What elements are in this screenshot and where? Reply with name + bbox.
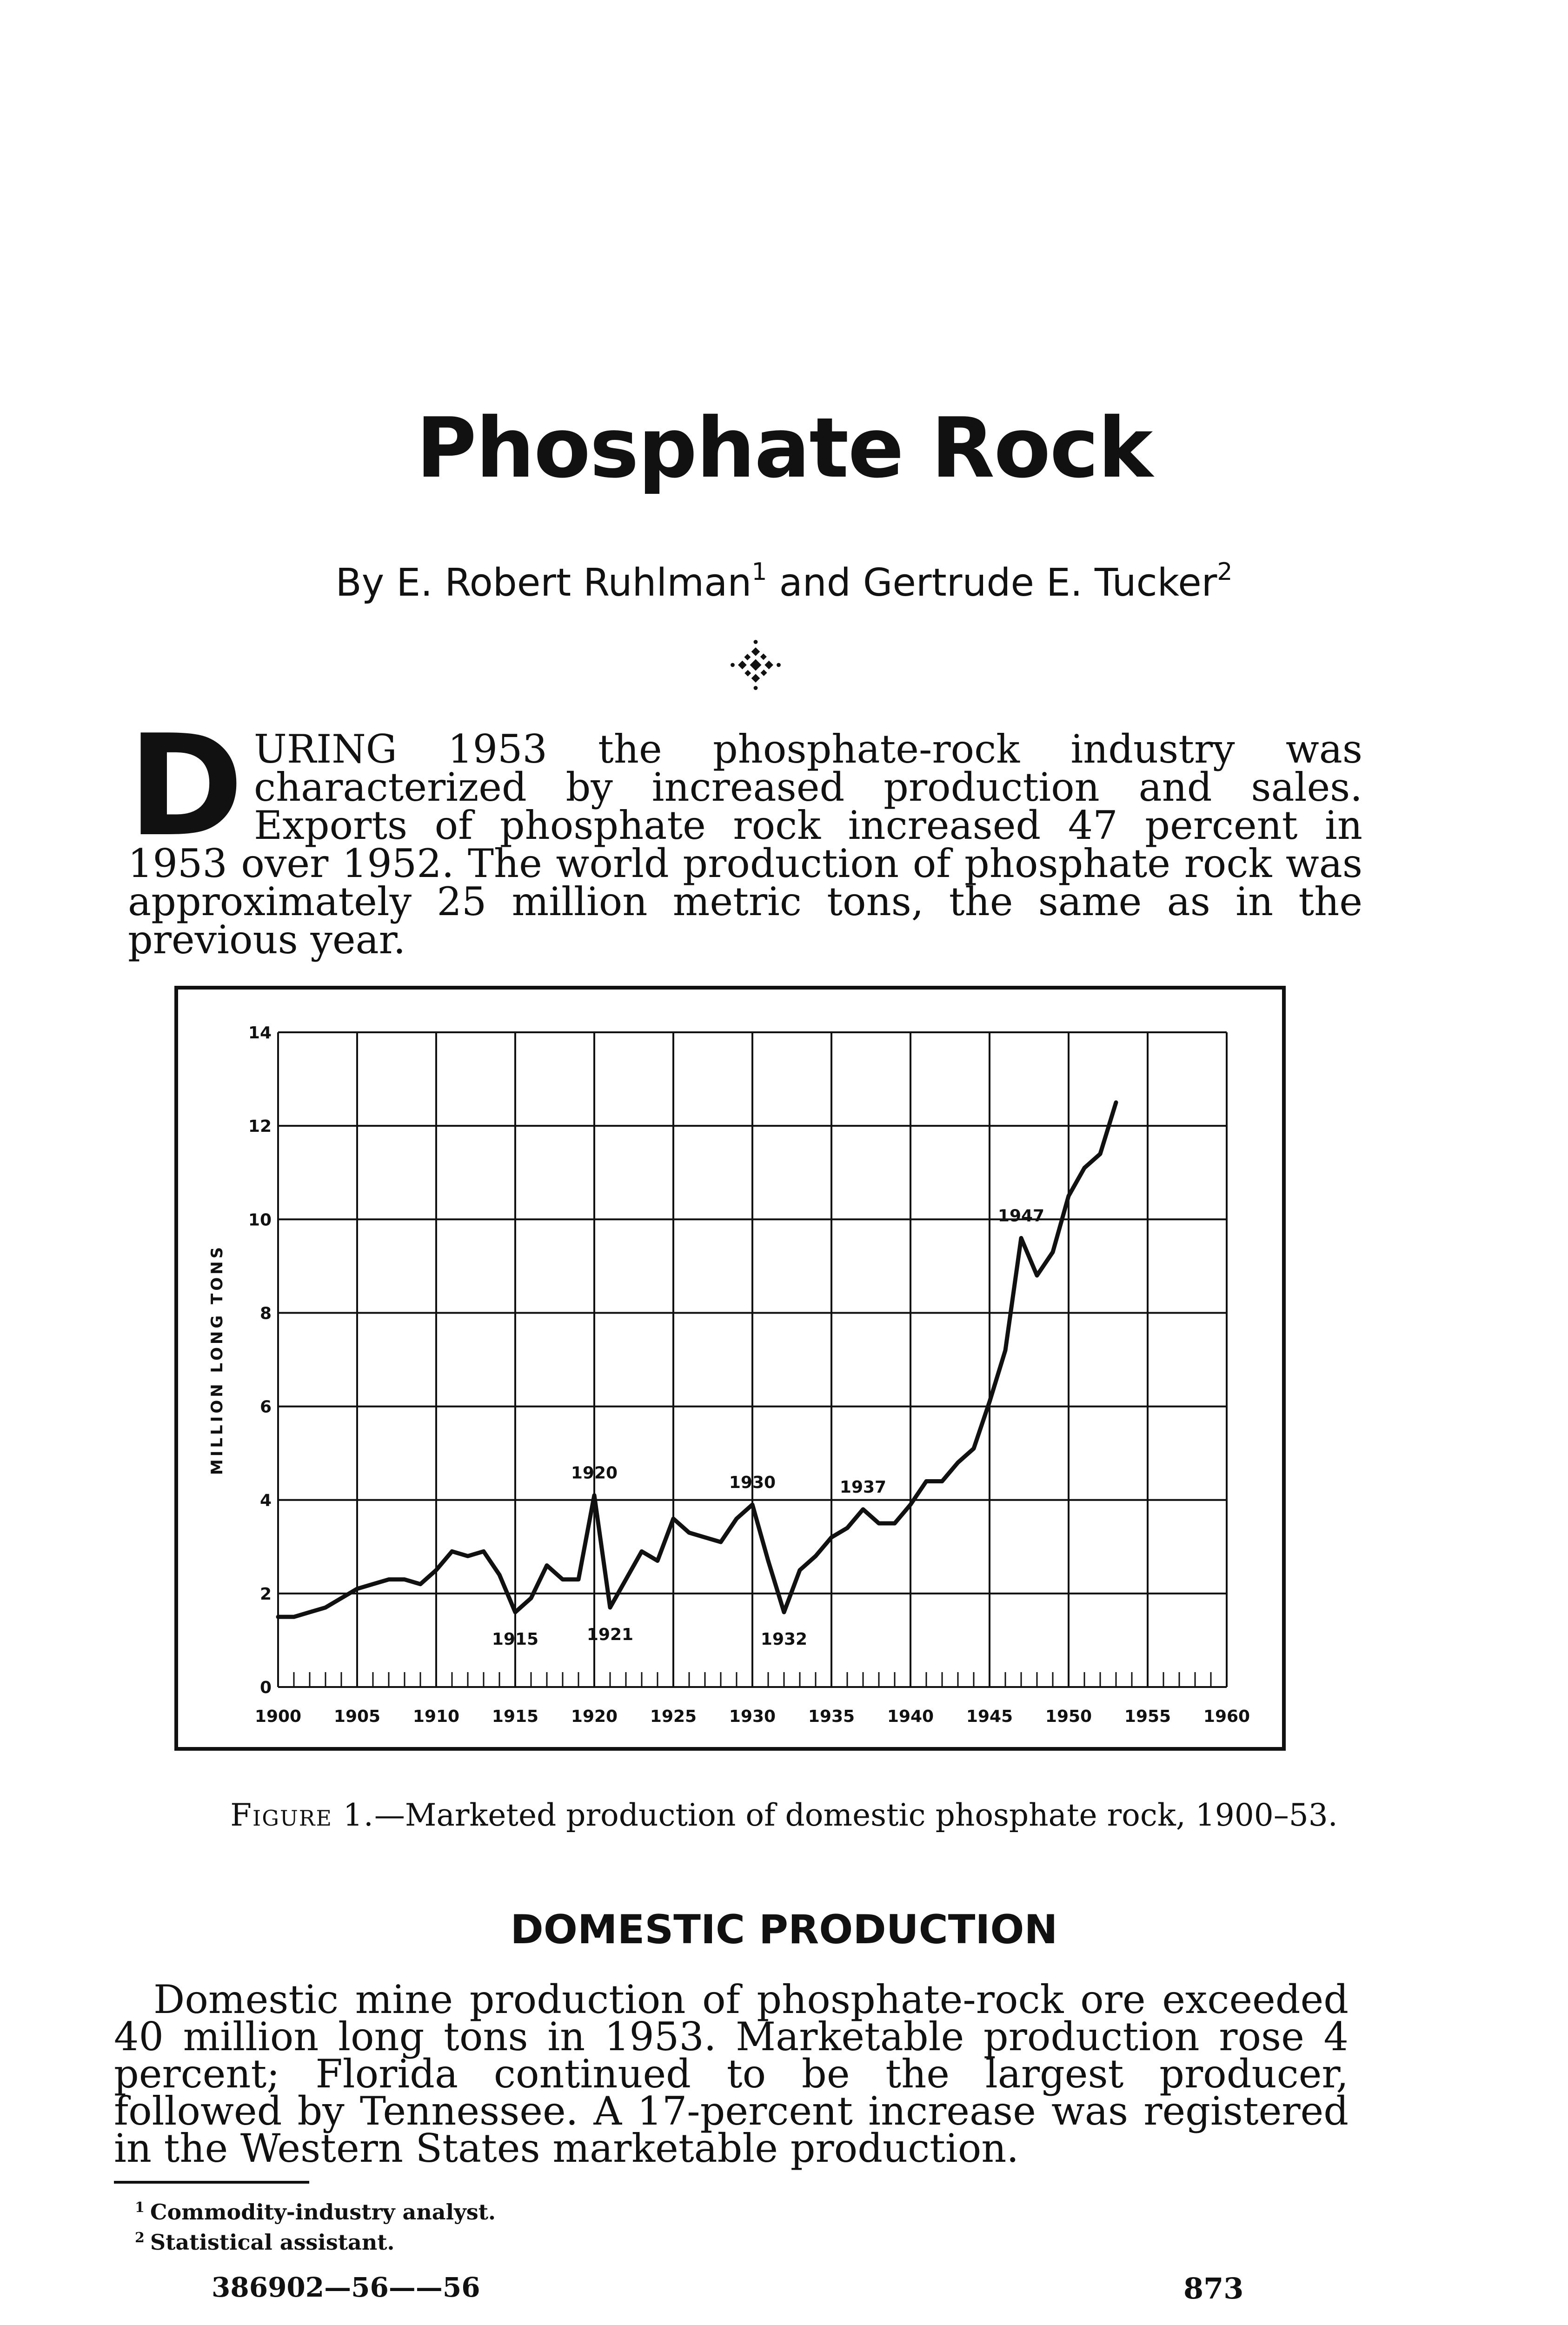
x-tick-label: 1955 (1124, 1707, 1171, 1726)
byline (0, 558, 1568, 605)
data-point (356, 1588, 358, 1590)
data-point (388, 1579, 390, 1581)
data-point (1020, 1237, 1022, 1239)
data-point (910, 1504, 911, 1506)
data-point (641, 1550, 643, 1552)
y-tick-label: 14 (248, 1023, 272, 1043)
data-point (419, 1583, 421, 1585)
data-point (657, 1560, 658, 1561)
annotation-label-1930: 1930 (729, 1473, 776, 1492)
data-point (989, 1401, 990, 1403)
data-point (467, 1555, 469, 1557)
data-point (831, 1536, 832, 1538)
annotation-label-1932: 1932 (760, 1630, 808, 1649)
data-point (546, 1565, 548, 1567)
data-point (578, 1579, 579, 1581)
data-point (435, 1569, 437, 1571)
footnotes (135, 2195, 496, 2255)
data-point (1115, 1102, 1117, 1103)
print-code: 386902—56——56 (212, 2272, 480, 2303)
figure-frame (174, 986, 1286, 1751)
y-tick-label: 2 (259, 1584, 272, 1604)
ornament-icon (730, 639, 781, 691)
y-tick-label: 0 (259, 1678, 272, 1697)
y-tick-label: 8 (259, 1304, 272, 1323)
x-tick-label: 1960 (1203, 1707, 1250, 1726)
data-point (783, 1611, 785, 1613)
domestic-paragraph: Domestic mine production of phosphate-rock ore exceeded 40 million long tons in 1953. Marketable production rose 4 percent; Florida continued to be the largest producer, followed by Tennessee. A 17-percent increase was registered in the Western States marketable production. (114, 1977, 1349, 2171)
data-point (1036, 1275, 1038, 1276)
section-heading-domestic: DOMESTIC PRODUCTION (510, 1906, 1058, 1953)
figure-caption (0, 1797, 1568, 1833)
x-tick-label: 1910 (412, 1707, 460, 1726)
data-point (862, 1508, 864, 1510)
data-point (340, 1597, 342, 1599)
figure-caption-label: Figure 1. (230, 1797, 374, 1833)
data-point (672, 1518, 674, 1520)
byline-conjunction: and (779, 561, 851, 605)
y-tick-label: 12 (248, 1117, 272, 1136)
data-point (815, 1555, 817, 1557)
data-point (720, 1541, 722, 1543)
data-point (736, 1518, 737, 1520)
data-point (562, 1579, 564, 1581)
data-point (451, 1550, 453, 1552)
data-point (925, 1480, 927, 1482)
x-tick-label: 1930 (729, 1707, 776, 1726)
annotation-label-1920: 1920 (571, 1463, 618, 1483)
drop-cap: D (128, 705, 244, 867)
footnote-text: Commodity-industry analyst. (150, 2199, 496, 2225)
x-tick-label: 1940 (887, 1707, 934, 1726)
data-point (1099, 1153, 1101, 1155)
data-point (1068, 1195, 1070, 1197)
data-point (878, 1522, 880, 1524)
page-number: 873 (1183, 2272, 1244, 2305)
data-point (483, 1550, 485, 1552)
data-point (625, 1579, 627, 1581)
footnote-rule (114, 2181, 309, 2184)
x-tick-label: 1905 (333, 1707, 381, 1726)
x-tick-label: 1920 (571, 1707, 618, 1726)
data-point (767, 1560, 769, 1561)
data-point (799, 1569, 801, 1571)
annotation-label-1921: 1921 (586, 1625, 634, 1645)
x-tick-label: 1900 (254, 1707, 302, 1726)
data-point (609, 1607, 611, 1608)
data-point (846, 1527, 848, 1529)
data-point (277, 1616, 279, 1618)
x-tick-label: 1945 (966, 1707, 1013, 1726)
footnote-2 (135, 2225, 496, 2255)
footnote-text: Statistical assistant. (150, 2230, 395, 2255)
y-axis-label: MILLION LONG TONS (208, 1244, 226, 1475)
author-2: Gertrude E. Tucker (863, 561, 1217, 605)
data-point (530, 1597, 532, 1599)
data-point (514, 1611, 516, 1613)
x-tick-label: 1935 (808, 1707, 855, 1726)
y-tick-label: 4 (259, 1491, 272, 1510)
data-point (894, 1522, 896, 1524)
author-2-footnote-mark: 2 (1217, 558, 1233, 586)
footnote-1 (135, 2195, 496, 2225)
data-point (1083, 1167, 1085, 1169)
byline-prefix: By (335, 561, 385, 605)
article-title: Phosphate Rock (416, 400, 1152, 496)
x-tick-label: 1915 (492, 1707, 539, 1726)
figure-caption-text: —Marketed production of domestic phosphate rock, 1900–53. (374, 1797, 1338, 1833)
data-point (309, 1611, 311, 1613)
data-point (293, 1616, 295, 1618)
data-point (325, 1607, 326, 1608)
data-point (404, 1579, 405, 1581)
data-point (372, 1583, 374, 1585)
data-point (688, 1532, 690, 1534)
annotation-label-1947: 1947 (997, 1206, 1045, 1226)
data-point (973, 1448, 975, 1449)
data-point (498, 1574, 500, 1576)
y-tick-label: 6 (259, 1397, 272, 1417)
author-1: E. Robert Ruhlman (396, 561, 752, 605)
production-line-chart (178, 990, 1282, 1747)
data-point (957, 1461, 959, 1463)
intro-paragraph (128, 705, 1362, 963)
intro-text: URING 1953 the phosphate-rock industry was characterized by increased production and sales. Exports of phosphate rock increased 47 percent in 1953 over 1952. The world production of phosphate rock was approximately 25 million metric tons, the same as in the previous year. (128, 726, 1362, 963)
footnote-mark: 2 (135, 2230, 145, 2246)
y-tick-label: 10 (248, 1210, 272, 1230)
annotation-label-1937: 1937 (839, 1477, 887, 1497)
data-point (593, 1495, 595, 1496)
data-point (704, 1536, 706, 1538)
annotation-label-1915: 1915 (492, 1630, 539, 1649)
data-point (1052, 1251, 1054, 1253)
x-tick-label: 1950 (1045, 1707, 1092, 1726)
x-tick-label: 1925 (650, 1707, 697, 1726)
data-point (941, 1480, 943, 1482)
data-point (1004, 1349, 1006, 1351)
author-1-footnote-mark: 1 (751, 558, 767, 586)
footnote-mark: 1 (135, 2199, 145, 2216)
data-point (751, 1504, 753, 1506)
